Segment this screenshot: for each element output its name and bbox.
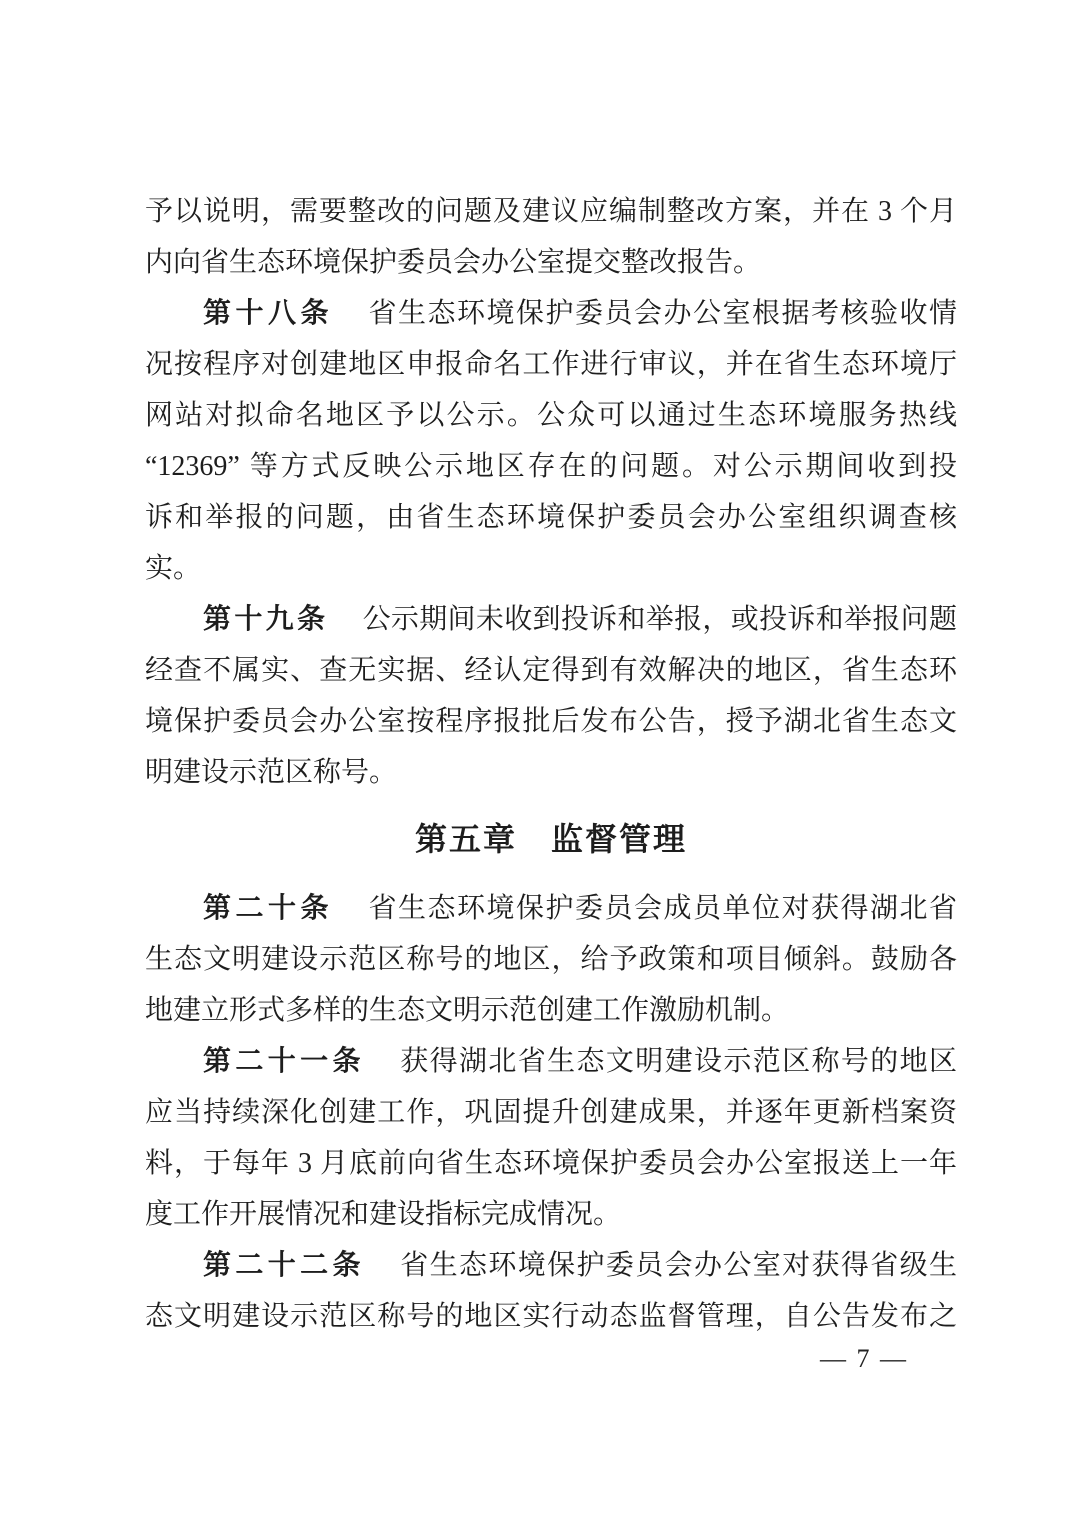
line-text: 况按程序对创建地区申报命名工作进行审议，并在省生态环境厅 <box>145 349 957 380</box>
line-text: 度工作开展情况和建设指标完成情况。 <box>145 1199 622 1230</box>
text-line <box>145 237 957 288</box>
line-text: “12369” 等方式反映公示地区存在的问题。对公示期间收到投 <box>145 451 957 482</box>
line-text: 境保护委员会办公室按程序报批后发布公告，授予湖北省生态文 <box>145 706 957 737</box>
line-text: 省生态环境保护委员会成员单位对获得湖北省 <box>367 893 957 924</box>
text-line <box>145 492 957 543</box>
article-lead-line <box>145 288 957 339</box>
line-text: 态文明建设示范区称号的地区实行动态监督管理，自公告发布之 <box>145 1301 957 1332</box>
article-number: 第二十二条 <box>203 1250 365 1281</box>
text-line <box>145 985 957 1036</box>
text-line <box>145 1138 957 1189</box>
text-line <box>145 696 957 747</box>
document-body <box>145 186 957 1342</box>
line-text: 明建设示范区称号。 <box>145 757 398 788</box>
line-text: 公示期间未收到投诉和举报，或投诉和举报问题 <box>362 604 957 635</box>
text-line <box>145 1291 957 1342</box>
line-text: 应当持续深化创建工作，巩固提升创建成果，并逐年更新档案资 <box>145 1097 957 1128</box>
line-text: 生态文明建设示范区称号的地区，给予政策和项目倾斜。鼓励各 <box>145 944 957 975</box>
line-text: 网站对拟命名地区予以公示。公众可以通过生态环境服务热线 <box>145 400 957 431</box>
line-text: 获得湖北省生态文明建设示范区称号的地区 <box>398 1046 957 1077</box>
article-lead-line <box>145 883 957 934</box>
article-lead-line <box>145 1240 957 1291</box>
article-number: 第十九条 <box>203 604 329 635</box>
text-line <box>145 747 957 798</box>
text-line <box>145 645 957 696</box>
article-number: 第十八条 <box>203 298 333 329</box>
text-line <box>145 441 957 492</box>
text-line <box>145 1087 957 1138</box>
line-text: 地建立形式多样的生态文明示范创建工作激励机制。 <box>145 995 790 1026</box>
line-text: 予以说明，需要整改的问题及建议应编制整改方案，并在 3 个月 <box>145 196 957 227</box>
line-text: 省生态环境保护委员会办公室对获得省级生 <box>398 1250 957 1281</box>
line-text: 省生态环境保护委员会办公室根据考核验收情 <box>367 298 957 329</box>
line-text: 内向省生态环境保护委员会办公室提交整改报告。 <box>145 247 762 278</box>
article-lead-line <box>145 594 957 645</box>
text-line <box>145 339 957 390</box>
text-line <box>145 1189 957 1240</box>
article-number: 第二十一条 <box>203 1046 365 1077</box>
text-line <box>145 934 957 985</box>
text-line <box>145 390 957 441</box>
article-lead-line <box>145 1036 957 1087</box>
chapter-heading: 第五章 监督管理 <box>414 821 687 857</box>
page-number: — 7 — <box>820 1344 908 1373</box>
line-text: 实。 <box>145 553 202 584</box>
text-line <box>145 543 957 594</box>
line-text: 诉和举报的问题，由省生态环境保护委员会办公室组织调查核 <box>145 502 957 533</box>
article-number: 第二十条 <box>203 893 333 924</box>
line-text: 经查不属实、查无实据、经认定得到有效解决的地区，省生态环 <box>145 655 957 686</box>
line-text: 料，于每年 3 月底前向省生态环境保护委员会办公室报送上一年 <box>145 1148 957 1179</box>
text-line <box>145 186 957 237</box>
